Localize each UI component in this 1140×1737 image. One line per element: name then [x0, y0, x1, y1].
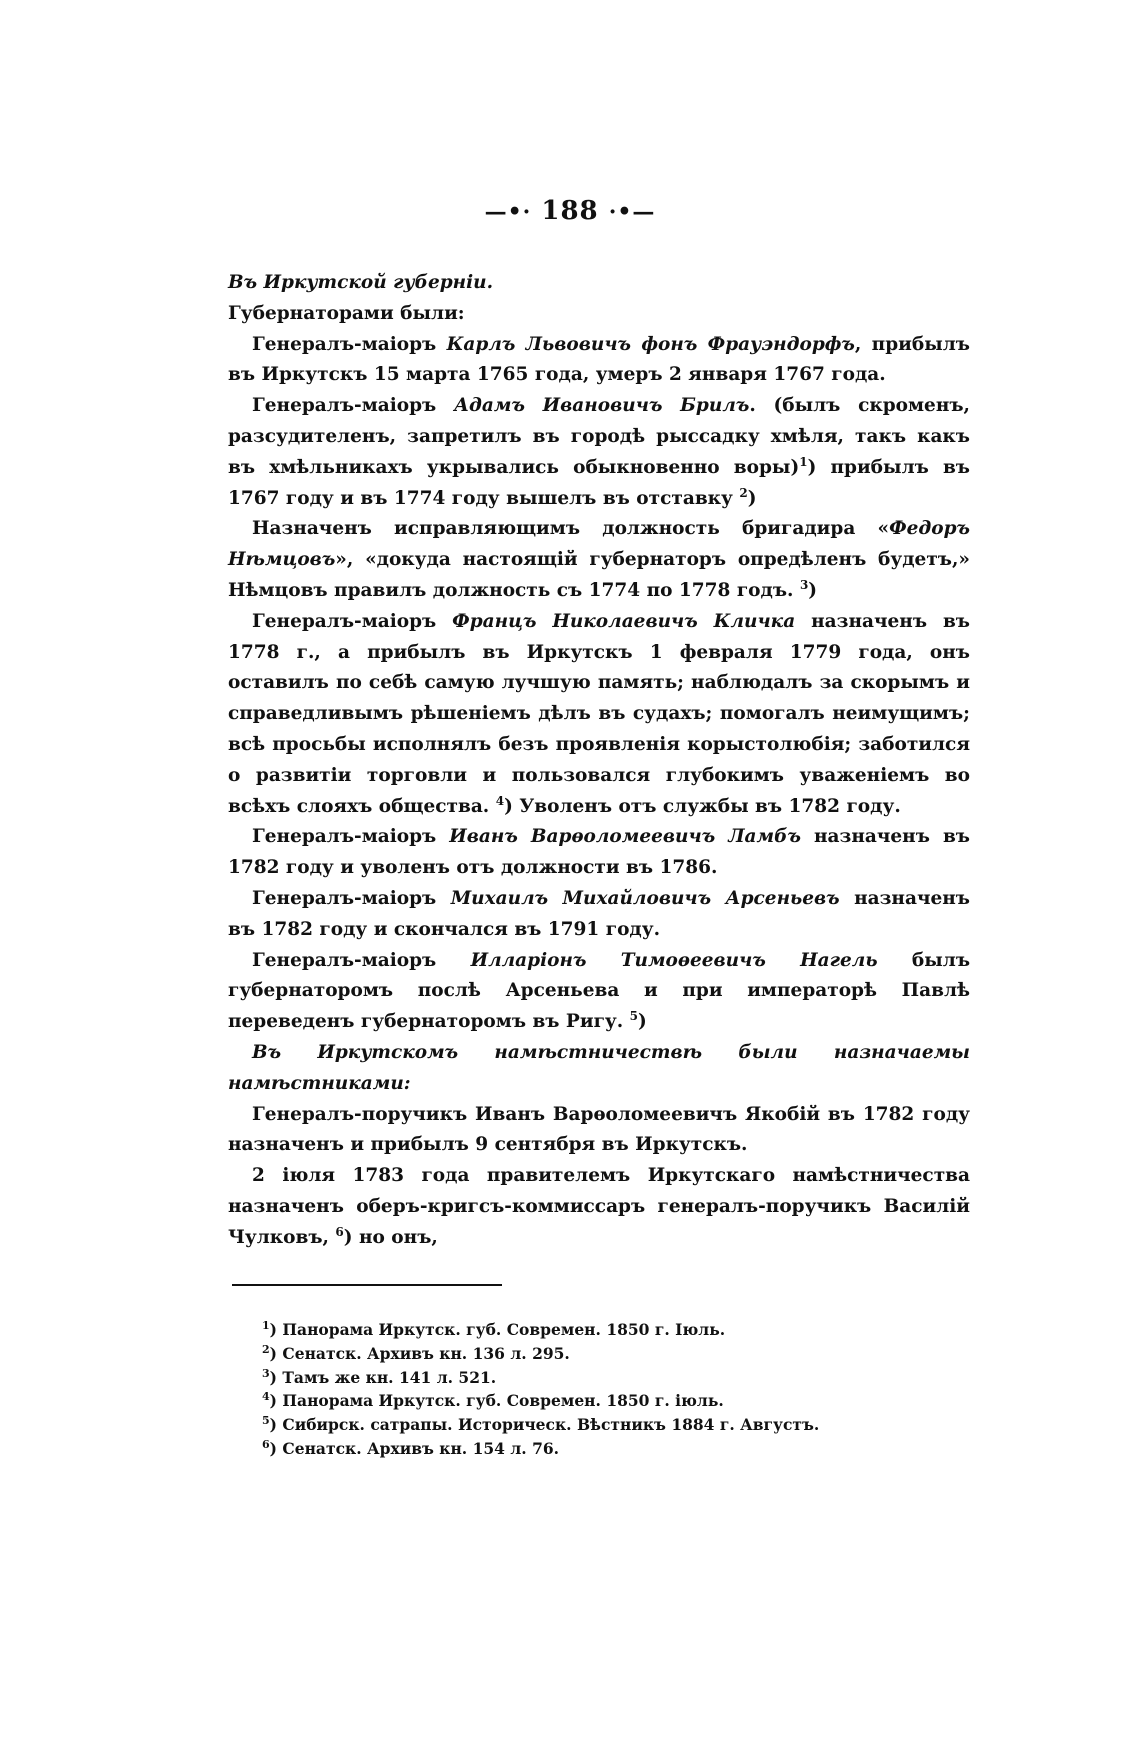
entry-text: Назначенъ исправляющимъ должность бригадира «	[252, 518, 890, 540]
footnote: $^6$) Сенатск. Архивъ кн. 154 л. 76.	[262, 1437, 560, 1458]
footnote: $^4$) Панорама Иркутск. губ. Современ. 1850 г. іюль.	[262, 1390, 724, 1411]
entry-text: Генералъ-маіоръ	[252, 826, 450, 848]
footnote-mark: 1	[262, 1318, 270, 1332]
entry-text: прибылъ въ 1767 году и въ 1774 году вышелъ въ отставку	[228, 456, 970, 509]
entry-text: 2 іюля 1783 года правителемъ Иркутскаго намѣстничества назначенъ оберъ-кригсъ-коммиссаръ генералъ-поручикъ Василій Чулковъ,	[228, 1165, 970, 1248]
footnote-ref: 1	[799, 454, 808, 469]
footnote-ref: 6	[335, 1224, 344, 1239]
section-heading-vicegerency: Въ Иркутскомъ намѣстничествѣ были назначаемы намѣстниками:	[228, 1041, 970, 1094]
person-name: Михаилъ Михайловичъ Арсеньевъ	[450, 887, 840, 909]
entry-nemtsov: Назначенъ исправляющимъ должность бригадира «Федоръ Нѣмцовъ», «докуда настоящій губернаторъ опредѣленъ будетъ,» Нѣмцовъ правилъ должность съ 1774 по 1778 годъ. $^3$)	[228, 518, 970, 601]
entry-text: Генералъ-маіоръ	[252, 395, 454, 417]
person-name: Иванъ Варѳоломеевичъ Ламбъ	[449, 826, 801, 848]
person-name: Федоръ Нѣмцовъ	[228, 518, 970, 571]
footnote-text: Сенатск. Архивъ кн. 136 л. 295.	[282, 1343, 570, 1363]
footnote-text: Панорама Иркутск. губ. Современ. 1850 г. іюль.	[282, 1391, 724, 1411]
footnote-text: Панорама Иркутск. губ. Современ. 1850 г. Іюль.	[282, 1320, 726, 1339]
footnote-text: Сенатск. Архивъ кн. 154 л. 76.	[282, 1438, 560, 1458]
entry-text: назначенъ въ 1782 году и уволенъ отъ должности въ 1786.	[228, 826, 970, 879]
footnote-mark: 4	[262, 1390, 270, 1404]
entry-text: , прибылъ въ Иркутскъ 15 марта 1765 года, умеръ 2 января 1767 года.	[228, 333, 970, 386]
person-name: Адамъ Ивановичъ Брилъ	[453, 395, 750, 417]
entry-text: Генералъ-маіоръ	[252, 949, 471, 971]
footnote-ref: 5	[629, 1008, 638, 1023]
person-name: Илларіонъ Тимоѳеевичъ Нагель	[470, 949, 878, 971]
entry-text: . (былъ скроменъ, разсудителенъ, запретилъ въ городѣ рыссадку хмѣля, такъ какъ въ хмѣльникахъ укрывались обыкновенно воры)	[228, 395, 971, 478]
entry-text: », «докуда настоящій губернаторъ опредѣленъ будетъ,» Нѣмцовъ правилъ должность съ 1774 по 1778 годъ.	[228, 549, 970, 601]
footnote-mark: 2	[262, 1342, 270, 1356]
main-text	[228, 268, 970, 1254]
footnotes	[262, 1318, 962, 1461]
footnote-ref: 2	[739, 485, 748, 500]
entry-nagel: Генералъ-маіоръ Илларіонъ Тимоѳеевичъ Нагель былъ губернаторомъ послѣ Арсеньева и при императорѣ Павлѣ переведенъ губернаторомъ въ Ригу. $^5$)	[228, 949, 971, 1033]
footnote-divider	[232, 1284, 502, 1286]
footnote-text: Тамъ же кн. 141 л. 521.	[282, 1367, 497, 1387]
entry-klichka: Генералъ-маіоръ Францъ Николаевичъ Кличка назначенъ въ 1778 г., а прибылъ въ Иркутскъ 1 февраля 1779 года, онъ оставилъ по себѣ самую лучшую память; наблюдалъ за скорымъ и справедливымъ рѣшеніемъ дѣлъ въ судахъ; помогалъ неимущимъ; всѣ просьбы исполнялъ безъ проявленія корыстолюбія; заботился о развитіи торговли и пользовался глубокимъ уваженіемъ во всѣхъ слояхъ общества. $^4$) Уволенъ отъ службы въ 1782 году.	[228, 610, 970, 817]
entry-yakobi: Генералъ-поручикъ Иванъ Варѳоломеевичъ Якобій въ 1782 году назначенъ и прибылъ 9 сентября въ Иркутскъ.	[228, 1103, 970, 1156]
entry-text: Уволенъ отъ службы въ 1782 году.	[512, 795, 901, 817]
entry-text: Генералъ-маіоръ	[252, 610, 453, 632]
ornament-right: ·•—	[608, 199, 656, 225]
person-name: Карлъ Львовичъ фонъ Фрауэндорфъ	[446, 333, 855, 355]
footnote-ref: 3	[799, 577, 809, 592]
footnote-text: Сибирск. сатрапы. Историческ. Вѣстникъ 1884 г. Августъ.	[282, 1415, 820, 1435]
entry-chulkov: 2 іюля 1783 года правителемъ Иркутскаго намѣстничества назначенъ оберъ-кригсъ-коммиссаръ генералъ-поручикъ Василій Чулковъ, $^6$) но онъ,	[228, 1165, 970, 1248]
footnote: $^5$) Сибирск. сатрапы. Историческ. Вѣстникъ 1884 г. Августъ.	[262, 1414, 820, 1435]
ornament-left: —•·	[484, 199, 532, 225]
footnote-mark: 6	[262, 1437, 270, 1451]
footnote-mark: 5	[262, 1414, 270, 1428]
footnote-mark: 3	[262, 1366, 270, 1380]
entry-text: Генералъ-маіоръ	[252, 887, 451, 909]
page-number: 188	[541, 196, 599, 226]
footnote-ref: 4	[495, 793, 505, 808]
governors-label: Губернаторами были:	[228, 302, 465, 324]
entry-text: назначенъ въ 1778 г., а прибылъ въ Иркутскъ 1 февраля 1779 года, онъ оставилъ по себѣ самую лучшую память; наблюдалъ за скорымъ и справедливымъ рѣшеніемъ дѣлъ въ судахъ; помогалъ неимущимъ; всѣ просьбы исполнялъ безъ проявленія корыстолюбія; заботился о развитіи торговли и пользовался глубокимъ уваженіемъ во всѣхъ слояхъ общества.	[228, 610, 970, 817]
entry-text: назначенъ въ 1782 году и скончался въ 1791 году.	[228, 887, 970, 940]
person-name: Францъ Николаевичъ Кличка	[452, 610, 796, 632]
entry-lamb	[228, 822, 970, 884]
entry-arsenyev	[228, 884, 970, 946]
entry-bril: Генералъ-маіоръ Адамъ Ивановичъ Брилъ. (былъ скроменъ, разсудителенъ, запретилъ въ городѣ рыссадку хмѣля, такъ какъ въ хмѣльникахъ укрывались обыкновенно воры)$^1$) прибылъ въ 1767 году и въ 1774 году вышелъ въ отставку $^2$)	[228, 395, 971, 509]
page-header	[0, 196, 1140, 226]
footnote: $^1$) Панорама Иркутск. губ. Современ. 1850 г. Іюль.	[262, 1318, 726, 1339]
footnote: $^2$) Сенатск. Архивъ кн. 136 л. 295.	[262, 1342, 570, 1363]
entry-text: былъ губернаторомъ послѣ Арсеньева и при императорѣ Павлѣ переведенъ губернаторомъ въ Ригу.	[228, 949, 971, 1033]
entry-text: Генералъ-маіоръ	[252, 333, 447, 355]
entry-fraundorf	[228, 330, 970, 392]
section-heading-governorate: Въ Иркутской губерніи.	[228, 272, 494, 293]
entry-text: но онъ,	[352, 1226, 438, 1248]
footnote: $^3$) Тамъ же кн. 141 л. 521.	[262, 1366, 497, 1387]
